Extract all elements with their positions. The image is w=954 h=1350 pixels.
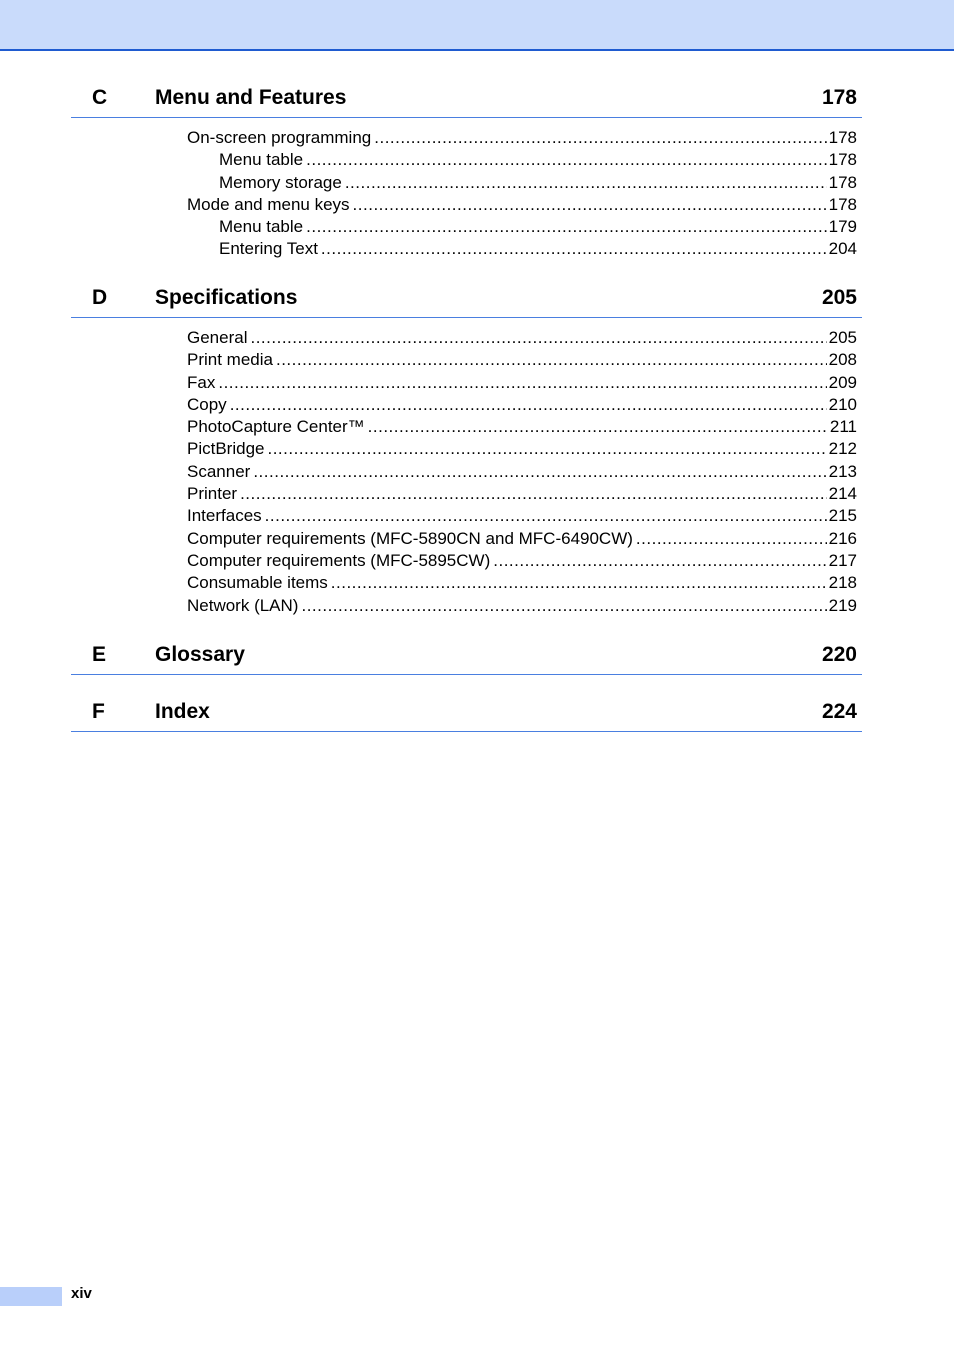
toc-entry[interactable]: [219, 149, 857, 171]
chapter-page-number: 224: [821, 700, 857, 723]
toc-entry[interactable]: [219, 216, 857, 238]
toc-entry-label: Entering Text: [219, 239, 318, 259]
chapter-page-number: 220: [821, 643, 857, 666]
toc-entry-page: 214: [828, 484, 857, 504]
chapter-heading[interactable]: [71, 86, 862, 118]
dot-leader: [306, 149, 827, 171]
header-band: [0, 0, 954, 51]
toc-entry-label: Consumable items: [187, 573, 328, 593]
chapter-letter: E: [92, 643, 107, 666]
chapter-letter: D: [92, 286, 108, 309]
toc-entry-page: 178: [828, 194, 857, 214]
toc-entry-page: 211: [829, 417, 857, 437]
toc-entry-label: General: [187, 328, 248, 347]
toc-entry[interactable]: [187, 483, 857, 505]
footer-page-number: xiv: [71, 1285, 92, 1302]
toc-entry[interactable]: [187, 349, 857, 371]
chapter-heading[interactable]: [71, 286, 862, 318]
chapter-f: [71, 700, 862, 732]
toc-entry[interactable]: [187, 327, 857, 349]
chapter-title: Specifications: [155, 286, 298, 309]
toc-entry[interactable]: [187, 595, 857, 617]
toc-entry-label: PictBridge: [187, 439, 265, 459]
dot-leader: [345, 172, 827, 194]
toc-entry-label: Printer: [187, 484, 238, 504]
dot-leader: [331, 572, 827, 594]
dot-leader: [353, 194, 827, 216]
toc-entry[interactable]: [187, 372, 857, 394]
dot-leader: [321, 238, 827, 260]
toc-entry[interactable]: [187, 127, 857, 149]
toc-entry-page: 218: [828, 573, 857, 593]
dot-leader: [276, 349, 827, 371]
chapter-heading[interactable]: [71, 643, 862, 675]
toc-entry-label: Memory storage: [219, 172, 342, 192]
toc-entry-page: 178: [828, 172, 857, 192]
toc-entry-page: 208: [828, 350, 857, 370]
toc-entry-label: Mode and menu keys: [187, 194, 350, 214]
dot-leader: [265, 505, 827, 527]
chapter-letter: F: [92, 700, 105, 723]
footer-band: [0, 1287, 62, 1306]
toc-entry-page: 210: [828, 394, 857, 414]
dot-leader: [267, 438, 826, 460]
toc-entry-label: Copy: [187, 394, 227, 414]
toc-entry-label: Scanner: [187, 461, 251, 481]
chapter-heading[interactable]: [71, 700, 862, 732]
toc-entry-label: Print media: [187, 350, 273, 370]
toc-entry-label: PhotoCapture Center™: [187, 417, 365, 437]
toc-entry[interactable]: [187, 194, 857, 216]
toc-entry-page: 213: [828, 461, 857, 481]
toc-entry-page: 217: [828, 550, 857, 570]
toc-entry-label: Computer requirements (MFC-5890CN and MFC-6490CW): [187, 528, 633, 548]
toc-entry-page: 219: [828, 595, 857, 615]
dot-leader: [306, 216, 827, 238]
chapter-title: Glossary: [155, 643, 245, 666]
dot-leader: [374, 127, 826, 149]
dot-leader: [218, 372, 826, 394]
toc-entry[interactable]: [219, 238, 857, 260]
toc-entry-label: Computer requirements (MFC-5895CW): [187, 550, 491, 570]
toc-entries: [71, 327, 862, 617]
toc-entry-label: Menu table: [219, 217, 304, 237]
chapter-c: [71, 86, 862, 261]
toc-entry-page: 178: [828, 150, 857, 170]
chapter-e: [71, 643, 862, 675]
dot-leader: [240, 483, 827, 505]
toc-entry[interactable]: [187, 394, 857, 416]
dot-leader: [250, 327, 826, 349]
toc-entry-page: 178: [828, 128, 857, 147]
dot-leader: [368, 416, 828, 438]
toc-entry[interactable]: [187, 528, 857, 550]
toc-entry[interactable]: [187, 438, 857, 460]
toc-entry-label: Fax: [187, 372, 216, 392]
chapter-title: Menu and Features: [155, 86, 347, 109]
toc-entry-page: 216: [828, 528, 857, 548]
dot-leader: [493, 550, 826, 572]
toc-entry-page: 205: [828, 328, 857, 347]
chapter-page-number: 178: [821, 86, 857, 109]
toc-entry-label: Interfaces: [187, 506, 262, 526]
chapter-title: Index: [155, 700, 210, 723]
toc-entry-page: 212: [828, 439, 857, 459]
toc-entry-label: Menu table: [219, 150, 304, 170]
toc-entry-page: 215: [828, 506, 857, 526]
toc-entries: [71, 127, 862, 261]
chapter-page-number: 205: [821, 286, 857, 309]
toc-entry[interactable]: [187, 572, 857, 594]
dot-leader: [230, 394, 827, 416]
toc-entry[interactable]: [187, 550, 857, 572]
toc-entry-label: On-screen programming: [187, 128, 372, 147]
toc-entry-page: 179: [828, 217, 857, 237]
toc-entry[interactable]: [187, 505, 857, 527]
dot-leader: [636, 528, 827, 550]
toc-entry[interactable]: [219, 172, 857, 194]
toc-entry[interactable]: [187, 416, 857, 438]
toc-entry[interactable]: [187, 461, 857, 483]
dot-leader: [253, 461, 826, 483]
chapter-d: [71, 286, 862, 617]
chapter-letter: C: [92, 86, 108, 109]
toc-entry-page: 209: [828, 372, 857, 392]
dot-leader: [301, 595, 826, 617]
toc-entry-label: Network (LAN): [187, 595, 299, 615]
toc-entry-page: 204: [828, 239, 857, 259]
